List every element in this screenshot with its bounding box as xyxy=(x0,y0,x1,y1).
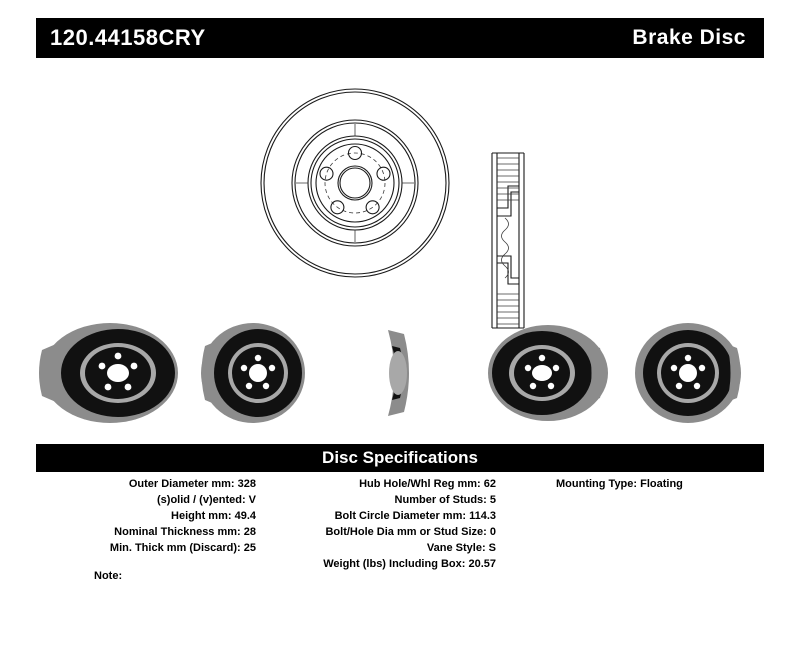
spec-item: (s)olid / (v)ented: V xyxy=(157,494,256,506)
header-bar xyxy=(36,18,764,58)
rotor-photo-edge xyxy=(388,330,409,416)
rotor-photo-angled-left xyxy=(39,323,178,423)
spec-item: Hub Hole/Whl Reg mm: 62 xyxy=(359,478,496,490)
spec-item: Nominal Thickness mm: 28 xyxy=(114,526,256,538)
rotor-photo-front-right xyxy=(488,325,608,421)
note-row xyxy=(94,570,122,582)
rotor-photo-front-left xyxy=(201,323,305,423)
spec-item: Bolt Circle Diameter mm: 114.3 xyxy=(334,510,496,522)
rotor-photo-angled-right xyxy=(635,323,741,423)
spec-section-title: Disc Specifications xyxy=(322,448,478,467)
part-number: 120.44158CRY xyxy=(50,25,206,50)
spec-item: Mounting Type: Floating xyxy=(556,478,683,490)
note-label: Note: xyxy=(94,570,123,582)
spec-item: Min. Thick mm (Discard): 25 xyxy=(109,542,256,554)
page-title: Brake Disc xyxy=(632,26,746,49)
spec-item: Outer Diameter mm: 328 xyxy=(128,478,256,490)
spec-body xyxy=(36,472,764,592)
rotor-photo-row xyxy=(0,308,800,438)
spec-item: Height mm: 49.4 xyxy=(171,510,256,522)
spec-item: Bolt/Hole Dia mm or Stud Size: 0 xyxy=(325,526,496,538)
spec-item: Weight (lbs) Including Box: 20.57 xyxy=(323,558,496,570)
spec-section-header xyxy=(36,444,764,472)
rotor-cross-section-diagram xyxy=(492,153,524,328)
spec-column-middle xyxy=(272,476,496,572)
spec-item: Vane Style: S xyxy=(426,542,496,554)
spec-column-right xyxy=(556,476,764,492)
drawing-area xyxy=(0,58,800,444)
spec-column-left xyxy=(36,476,256,556)
spec-item: Number of Studs: 5 xyxy=(394,494,496,506)
